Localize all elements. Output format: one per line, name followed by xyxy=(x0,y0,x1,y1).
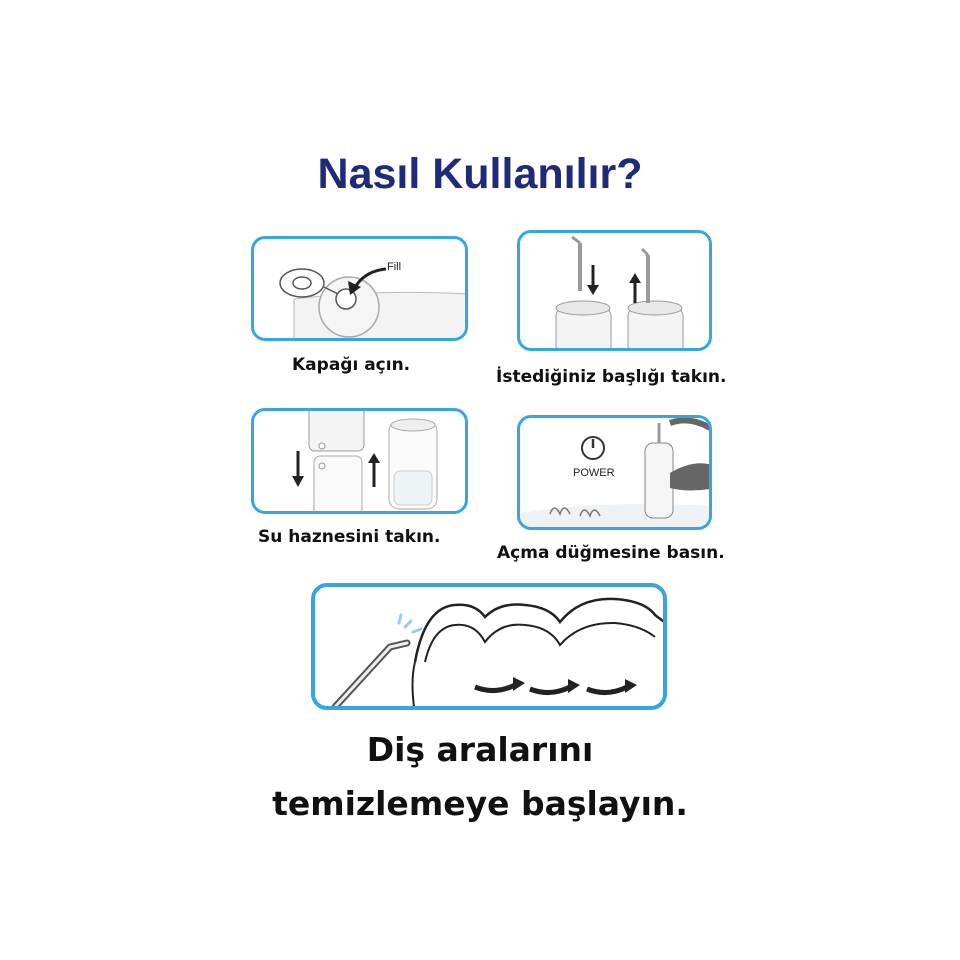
page-title: Nasıl Kullanılır? xyxy=(317,150,643,198)
step-power-caption: Açma düğmesine basın. xyxy=(497,543,725,563)
step-open-lid-panel xyxy=(251,236,468,341)
final-line-2: temizlemeye başlayın. xyxy=(272,784,688,823)
reservoir-icon xyxy=(254,411,468,514)
teeth-icon xyxy=(315,587,667,710)
power-icon xyxy=(578,433,608,463)
fill-label: Fill xyxy=(387,261,402,273)
nozzle-icon xyxy=(520,233,712,351)
final-line-1: Diş aralarını xyxy=(366,730,594,769)
step-power-panel xyxy=(517,415,712,530)
step-nozzle-caption: İstediğiniz başlığı takın. xyxy=(496,367,727,387)
step-nozzle-panel xyxy=(517,230,712,351)
step-reservoir-caption: Su haznesini takın. xyxy=(258,527,441,547)
open-lid-icon xyxy=(254,239,468,341)
power-label: POWER xyxy=(573,467,615,479)
step-open-lid-caption: Kapağı açın. xyxy=(292,355,411,375)
power-scene-icon xyxy=(520,418,712,530)
step-clean-panel xyxy=(311,583,667,710)
step-reservoir-panel xyxy=(251,408,468,514)
